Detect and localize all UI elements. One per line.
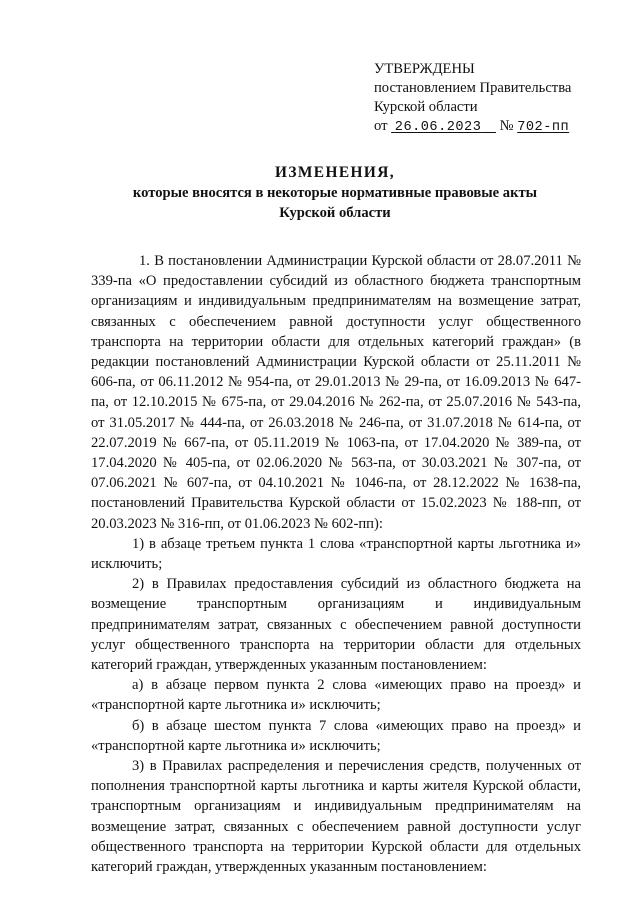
paragraph-item-3: 3) в Правилах распределения и перечисления средств, полученных от пополнения транспортной карты льготника и карты жителя Курской области, транспортным организациям и индивидуальным предпринимателям на возмещение затрат, связанных с обеспечением равной доступности услуг общественного транспорта на территории Курской области для отдельных категорий граждан, утвержденных указанным постановлением: xyxy=(91,758,581,876)
paragraph-item-2: 2) в Правилах предоставления субсидий из областного бюджета на возмещение транспортным организациям и индивидуальным предпринимателям затрат, связанных с обеспечением равной доступности услуг общественного транспорта на территории области для отдельных категорий граждан, утвержденных указанным постановлением: xyxy=(91,576,581,674)
paragraph-1: 1. В постановлении Администрации Курской области от 28.07.2011 № 339-па «О предоставлении субсидий из областного бюджета транспортным организациям и индивидуальным предпринимателям на возмещение затрат, связанных с обеспечением равной доступности услуг общественного транспорта на территории области для отдельных категорий граждан» (в редакции постановлений Администрации Курской области от 25.11.2011 № 606-па, от 06.11.2012 № 954-па, от 29.01.2013 № 29-па, от 16.09.2013 № 647-па, от 12.10.2015 № 675-па, от 29.04.2016 № 262-па, от 25.07.2016 № 543-па, от 31.05.2017 № 444-па, от 26.03.2018 № 246-па, от 31.07.2018 № 614-па, от 22.07.2019 № 667-па, от 05.11.2019 № 1063-па, от 17.04.2020 № 389-па, от 17.04.2020 № 405-па, от 02.06.2020 № 563-па, от 30.03.2021 № 307-па, от 07.06.2021 № 607-па, от 04.10.2021 № 1046-па, от 28.12.2022 № 1638-па, постановлений Правительства Курской области от 15.02.2023 № 188-пп, от 20.03.2023 № 316-пп, от 01.06.2023 № 602-пп): xyxy=(91,253,581,532)
approval-date: 26.06.2023 xyxy=(394,120,482,135)
paragraph-item-1: 1) в абзаце третьем пункта 1 слова «транспортной карты льготника и» исключить; xyxy=(91,535,581,573)
document-subtitle-2: Курской области xyxy=(279,205,391,221)
document-subtitle: которые вносятся в некоторые нормативные правовые акты xyxy=(132,185,538,201)
number-prefix: № xyxy=(499,118,514,134)
paragraph-item-2a: а) в абзаце первом пункта 2 слова «имеющих право на проезд» и «транспортной карте льготника и» исключить; xyxy=(91,677,581,714)
approval-line-2: Курской области xyxy=(374,99,478,115)
approval-date-line xyxy=(374,117,614,137)
document-body xyxy=(91,251,581,877)
approval-title: УТВЕРЖДЕНЫ xyxy=(374,61,475,77)
paragraph-item-2b: б) в абзаце шестом пункта 7 слова «имеющих право на проезд» и «транспортной карте льготника и» исключить; xyxy=(91,717,581,754)
document-heading xyxy=(90,163,580,223)
date-prefix: от xyxy=(374,118,388,134)
document-title: ИЗМЕНЕНИЯ, xyxy=(274,164,396,181)
approval-number: 702-пп xyxy=(517,120,570,135)
approval-line-1: постановлением Правительства xyxy=(374,80,572,96)
approval-stamp xyxy=(374,60,614,137)
